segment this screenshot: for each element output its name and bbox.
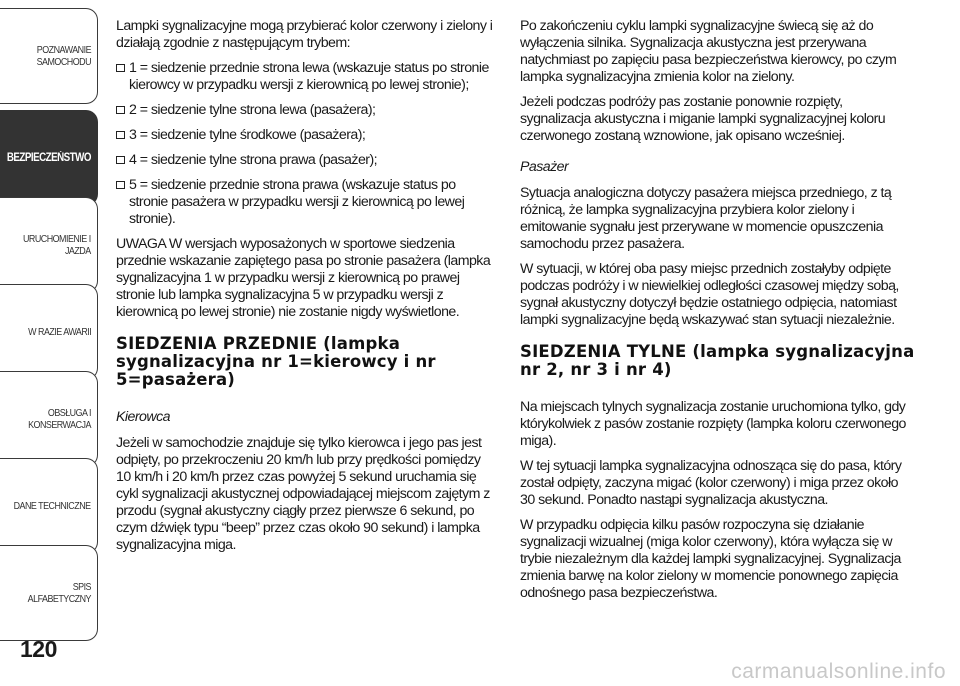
tab-label: URUCHOMIENIE I JAZDA <box>23 233 91 257</box>
paragraph: W tej sytuacji lampka sygnalizacyjna odnosząca się do pasa, który został odpięty, zaczyna migać (kolor czerwony) i miga przez około 30 sekund. Ponadto nastąpi sygnalizacja akustyczna. <box>520 458 902 508</box>
tab-label: OBSŁUGA I KONSERWACJA <box>28 407 91 431</box>
left-column <box>116 18 494 562</box>
right-column <box>520 18 915 610</box>
list-item: 1 = siedzenie przednie strona lewa (wskazuje status po stronie kierowcy w przypadku wersji z kierownicą po lewej stronie); <box>116 60 494 94</box>
list-item: 2 = siedzenie tylne strona lewa (pasażera); <box>116 102 494 119</box>
paragraph: Na miejscach tylnych sygnalizacja zostanie uruchomiona tylko, gdy którykolwiek z pasów zostanie rozpięty (lampka koloru czerwonego miga). <box>520 399 906 449</box>
subheading-passenger: Pasażer <box>520 159 569 175</box>
paragraph: W przypadku odpięcia kilku pasów rozpoczyna się działanie sygnalizacji wizualnej (miga kolor czerwony), która wyłącza się w trybie niezależnym dla każdej lampki sygnalizacyjnej. Sygnalizacja zmienia barwę na kolor zielony w momencie ponownego zapięcia odnośnego pasa bezpieczeństwa. <box>520 517 901 601</box>
checkbox-bullet-icon <box>116 106 125 114</box>
paragraph: Po zakończeniu cyklu lampki sygnalizacyjne świecą się aż do wyłączenia silnika. Sygnalizacja akustyczna jest przerywana natychmiast po zapięciu pasa bezpieczeństwa kierowcy, po czym lampka sygnalizacyjna zmienia kolor na zielony. <box>520 18 897 85</box>
paragraph: Jeżeli podczas podróży pas zostanie ponownie rozpięty, sygnalizacja akustyczna i miganie lampki sygnalizacyjnej koloru czerwonego zostaną wznowione, jak opisano wcześniej. <box>520 94 886 144</box>
tab-obsluga-i-konserwacja[interactable] <box>0 371 98 467</box>
tab-w-razie-awarii[interactable] <box>0 284 98 380</box>
tab-label: W RAZIE AWARII <box>27 326 91 338</box>
paragraph: W sytuacji, w której oba pasy miejsc przednich zostałyby odpięte podczas podróży i w niewielkiej odległości czasowej między sobą, sygnał akustyczny dotyczył będzie ostatniego odpięcia, natomiast lampki sygnalizacyjne będą wskazywać stan sytuacji niezależnie. <box>520 261 899 328</box>
checkbox-bullet-icon <box>116 131 125 139</box>
tab-poznawanie-samochodu[interactable] <box>0 8 98 104</box>
subheading-driver: Kierowca <box>116 409 170 425</box>
driver-paragraph: Jeżeli w samochodzie znajduje się tylko kierowca i jego pas jest odpięty, po przekroczeniu 20 km/h lub przy prędkości pomiędzy 10 km/h i 20 km/h przez czas powyżej 5 sekund uruchamia się cykl sygnalizacji akustycznej odpowiadającej miejscom zajętym z przodu (sygnał akustyczny ciągły przez pierwsze 6 sekund, po czym dźwięk typu “beep” przez czas około 90 sekund) i lampka sygnalizacyjna miga. <box>116 435 490 553</box>
checkbox-bullet-icon <box>116 156 125 164</box>
paragraph: Sytuacja analogiczna dotyczy pasażera miejsca przedniego, z tą różnicą, że lampka sygnalizacyjna przybiera kolor zielony i emitowanie sygnału jest przerywane w momencie opuszczenia samochodu przez pasażera. <box>520 185 892 252</box>
tab-spis-alfabetyczny[interactable] <box>0 545 98 641</box>
tab-uruchomienie-i-jazda[interactable] <box>0 197 98 293</box>
tab-label: SPIS ALFABETYCZNY <box>27 581 91 605</box>
list-item: 5 = siedzenie przednie strona prawa (wskazuje status po stronie pasażera w przypadku wersji z kierownicą po lewej stronie). <box>116 177 494 228</box>
checkbox-bullet-icon <box>116 181 125 189</box>
tab-label: DANE TECHNICZNE <box>14 500 91 512</box>
watermark: carmanualsonline.info <box>731 660 946 683</box>
tab-bezpieczenstwo[interactable] <box>0 110 98 206</box>
tab-label: POZNAWANIE SAMOCHODU <box>36 44 91 68</box>
note-paragraph: UWAGA W wersjach wyposażonych w sportowe siedzenia przednie wskazanie zapiętego pasa po stronie pasażera (lampka sygnalizacyjna 1 w przypadku wersji z kierownicą po prawej stronie lub lampka sygnalizacyjna 5 w przypadku wersji z kierownicą po lewej stronie) nie zostanie nigdy wyświetlone. <box>116 236 491 320</box>
section-heading-front-seats: SIEDZENIA PRZEDNIE (lampka sygnalizacyjna nr 1=kierowcy i nr 5=pasażera) <box>116 334 436 389</box>
section-heading-rear-seats: SIEDZENIA TYLNE (lampka sygnalizacyjna nr 2, nr 3 i nr 4) <box>520 342 915 379</box>
intro-paragraph: Lampki sygnalizacyjne mogą przybierać kolor czerwony i zielony i działają zgodnie z następującym trybem: <box>116 18 493 51</box>
tab-label: BEZPIECZEŃSTWO <box>6 152 91 164</box>
checkbox-bullet-icon <box>116 64 125 72</box>
page-number: 120 <box>20 636 57 662</box>
section-tabs <box>0 0 100 686</box>
list-item: 4 = siedzenie tylne strona prawa (pasażer); <box>116 152 494 169</box>
list-item: 3 = siedzenie tylne środkowe (pasażera); <box>116 127 494 144</box>
tab-dane-techniczne[interactable] <box>0 458 98 554</box>
